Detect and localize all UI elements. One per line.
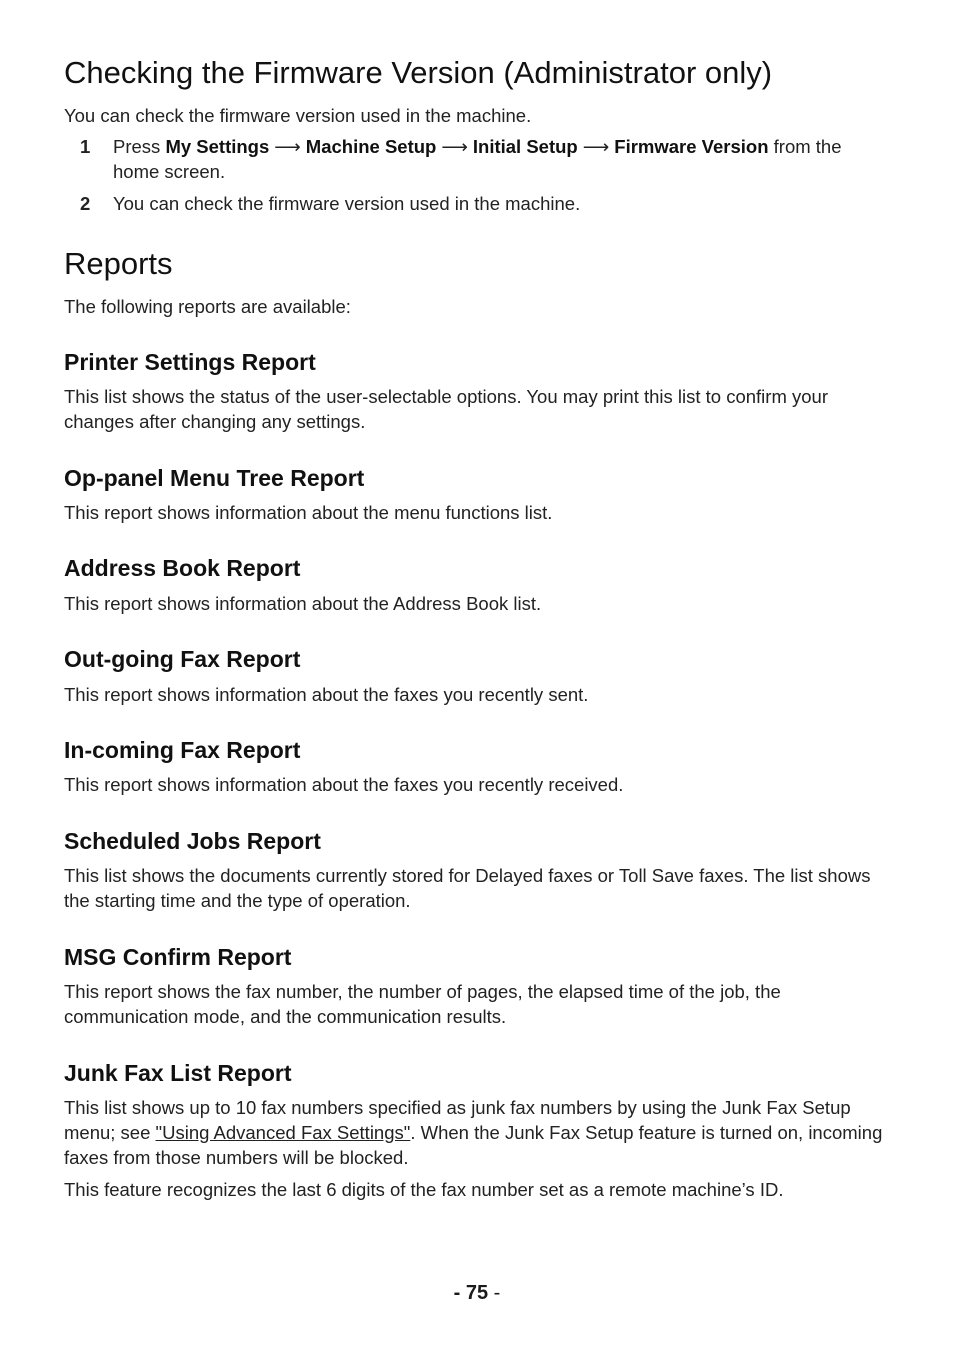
page-number-dash: - bbox=[488, 1282, 501, 1304]
report-title: Printer Settings Report bbox=[64, 349, 316, 375]
description-text: This list shows up to 10 fax numbers specified as junk fax numbers by using the Junk Fax Setup menu; see bbox=[64, 1097, 851, 1143]
reports-intro: The following reports are available: bbox=[64, 296, 351, 317]
report-description: This report shows information about the Address Book list. bbox=[64, 593, 542, 614]
firmware-step-1 bbox=[64, 134, 888, 184]
report-title: Out-going Fax Report bbox=[64, 646, 301, 672]
report-description: This report shows the fax number, the number of pages, the elapsed time of the job, the communication mode, and the communication results. bbox=[64, 981, 781, 1027]
menu-path-firmware-version: Firmware Version bbox=[614, 136, 769, 157]
step-number: 2 bbox=[80, 193, 91, 214]
step-prefix: Press bbox=[113, 136, 166, 157]
step-suffix: from the home screen. bbox=[113, 136, 842, 182]
report-description: This list shows the documents currently stored for Delayed faxes or Toll Save faxes. The list shows the starting time and the type of operation. bbox=[64, 865, 871, 911]
page-number-value: 75 bbox=[465, 1282, 489, 1304]
menu-path-machine-setup: Machine Setup bbox=[305, 136, 437, 157]
firmware-step-2 bbox=[64, 191, 888, 216]
report-description bbox=[64, 1095, 888, 1170]
report-description: This report shows information about the faxes you recently received. bbox=[64, 774, 624, 795]
advanced-fax-settings-link[interactable]: "Using Advanced Fax Settings" bbox=[155, 1122, 411, 1143]
menu-path-my-settings: My Settings bbox=[165, 136, 270, 157]
report-title: In-coming Fax Report bbox=[64, 737, 301, 763]
report-description: This list shows the status of the user-selectable options. You may print this list to confirm your changes after changing any settings. bbox=[64, 386, 828, 432]
reports-heading: Reports bbox=[64, 246, 173, 281]
description-text: . When the Junk Fax Setup feature is turned on, incoming faxes from those numbers will be blocked. bbox=[64, 1122, 883, 1168]
report-description-note: This feature recognizes the last 6 digits of the fax number set as a remote machine’s ID. bbox=[64, 1179, 784, 1200]
report-title: Junk Fax List Report bbox=[64, 1060, 292, 1086]
report-description: This report shows information about the faxes you recently sent. bbox=[64, 684, 589, 705]
arrow-icon: ⟶ bbox=[274, 136, 301, 157]
step-text: You can check the firmware version used in the machine. bbox=[113, 193, 581, 214]
arrow-icon: ⟶ bbox=[582, 136, 610, 157]
step-number: 1 bbox=[80, 136, 91, 157]
report-description: This report shows information about the menu functions list. bbox=[64, 502, 553, 523]
arrow-icon: ⟶ bbox=[441, 136, 468, 157]
firmware-intro: You can check the firmware version used in the machine. bbox=[64, 105, 532, 126]
report-title: MSG Confirm Report bbox=[64, 944, 292, 970]
report-title: Address Book Report bbox=[64, 555, 301, 581]
page-number-dash: - bbox=[453, 1282, 466, 1304]
firmware-heading: Checking the Firmware Version (Administrator only) bbox=[64, 55, 773, 90]
step-text bbox=[113, 134, 888, 184]
report-title: Op-panel Menu Tree Report bbox=[64, 465, 365, 491]
report-title: Scheduled Jobs Report bbox=[64, 828, 321, 854]
page-number bbox=[0, 1280, 954, 1306]
menu-path-initial-setup: Initial Setup bbox=[472, 136, 578, 157]
